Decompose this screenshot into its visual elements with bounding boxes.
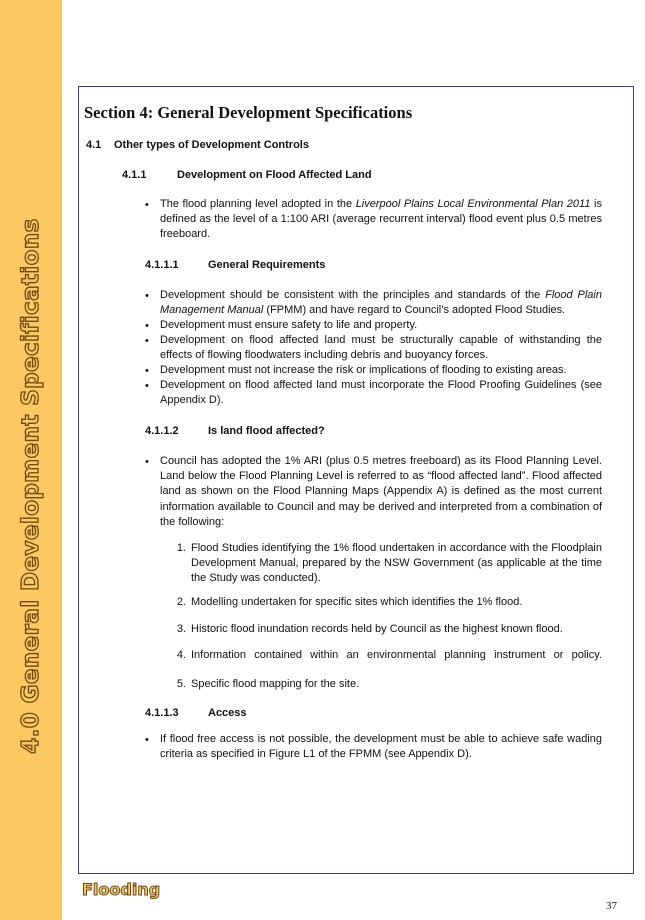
heading-number: 4.1.1.3 [145, 707, 179, 719]
footer-title: Flooding [82, 880, 161, 899]
list-item: If flood free access is not possible, the development must be able to achieve safe wading criteria as specified in Figure L1 of the FPMM (see Appendix D). [160, 733, 602, 761]
manual-name: Flood Plain Management Manual [160, 289, 602, 317]
bullet-marker: • [145, 456, 149, 468]
list-item: Council has adopted the 1% ARI (plus 0.5 metres freeboard) as its Flood Planning Level. Land below the Flood Planning Level is referred to as “flood affected land”. Flood affected land as shown on the Flood Planning Maps (Appendix A) is defined as the most current information available to Council and may be derived and interpreted from a combination of the following: [160, 455, 602, 528]
heading-number: 4.1.1.1 [145, 259, 179, 271]
bullet-marker: • [145, 320, 149, 332]
heading-number: 4.1.1 [122, 169, 147, 181]
heading-4-1-1-1 [145, 259, 325, 271]
list-number: 1. [176, 542, 186, 554]
heading-4-1-1 [122, 169, 372, 181]
bullet-marker: • [145, 290, 149, 302]
heading-text: Development on Flood Affected Land [177, 169, 372, 181]
heading-number: 4.1 [86, 139, 102, 151]
list-item: Development must not increase the risk or implications of flooding to existing areas. [160, 364, 567, 376]
numbered-item: Information contained within an environmental planning instrument or policy. [191, 649, 602, 661]
plan-name: Liverpool Plains Local Environmental Plan 2011 [355, 198, 591, 210]
bullet-marker: • [145, 365, 149, 377]
heading-text: Is land flood affected? [208, 425, 325, 437]
list-number: 4. [176, 649, 186, 661]
heading-text: General Requirements [208, 259, 326, 271]
bullet-marker: • [145, 199, 149, 211]
list-item: Development on flood affected land must incorporate the Flood Proofing Guidelines (see Appendix D). [160, 379, 602, 407]
list-number: 3. [176, 623, 186, 635]
intro-paragraph: The flood planning level adopted in the Liverpool Plains Local Environmental Plan 2011 is defined as the level of a 1:100 ARI (average recurrent interval) flood event plus 0.5 metres freeboard. [160, 198, 602, 241]
heading-text: Access [208, 707, 247, 719]
sidebar-band [0, 0, 62, 920]
section-title: Section 4: General Development Specifications [84, 103, 413, 122]
heading-4-1 [86, 139, 309, 151]
numbered-item: Historic flood inundation records held by Council as the highest known flood. [191, 623, 563, 635]
bullet-marker: • [145, 734, 149, 746]
numbered-item: Flood Studies identifying the 1% flood undertaken in accordance with the Floodplain Development Manual, prepared by the NSW Government (as applicable at the time the Study was conducted). [191, 542, 602, 585]
list-item: Development on flood affected land must be structurally capable of withstanding the effects of flowing floodwaters including debris and buoyancy forces. [160, 334, 602, 362]
numbered-item: Specific flood mapping for the site. [191, 678, 360, 690]
bullet-marker: • [145, 380, 149, 392]
list-number: 5. [176, 678, 186, 690]
heading-4-1-1-2 [145, 425, 325, 437]
heading-text: Other types of Development Controls [114, 139, 309, 151]
list-number: 2. [176, 596, 186, 608]
numbered-item: Modelling undertaken for specific sites which identifies the 1% flood. [191, 596, 523, 608]
sidebar-title: 4.0 General Development Specifications [18, 218, 44, 754]
heading-4-1-1-3 [145, 707, 247, 719]
page-number: 37 [606, 900, 617, 912]
list-item: Development must ensure safety to life and property. [160, 319, 418, 331]
bullet-marker: • [145, 335, 149, 347]
list-item: Development should be consistent with the principles and standards of the Flood Plain Management Manual (FPMM) and have regard to Council’s adopted Flood Studies. [160, 289, 602, 317]
heading-number: 4.1.1.2 [145, 425, 179, 437]
